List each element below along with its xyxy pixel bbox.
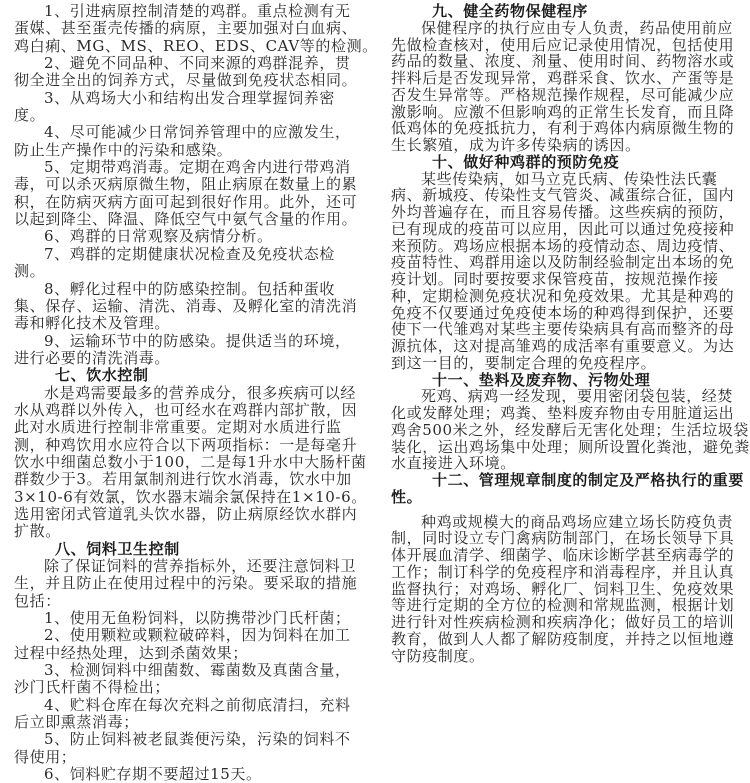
text-line: 外均普遍存在，而且容易传播。这些疾病的预防，: [391, 203, 735, 221]
text-line: 水直接进入环境。: [391, 454, 516, 473]
paragraph: [14, 662, 359, 697]
text-line: 化或发酵处理；鸡粪、垫料废弃物由专用脏道运出: [391, 404, 735, 422]
text-line: 某些传染病，如马立克氏病、传染性法氏囊: [421, 169, 718, 188]
text-line: 装化，运出鸡场集中处理；厕所设置化粪池，避免粪: [391, 437, 750, 456]
text-line: 水是鸡需要最多的营养成分，很多疾病可以经: [44, 383, 357, 402]
text-line: 6、鸡群的日常观察及病情分析。: [44, 227, 273, 246]
heading-line: 十二、管理规章制度的制定及严格执行的重要: [432, 471, 745, 489]
text-line: 体开展血清学、细菌学、临床诊断学甚至病毒学的: [391, 546, 735, 564]
text-line: 过程中经热处理，达到杀菌效果；: [14, 643, 249, 662]
text-line: 免疫不仅要通过免疫使本场的种鸡得到保护，还要: [391, 303, 735, 322]
text-line: 种，定期检测免疫状况和免疫效果。尤其是种鸡的: [391, 286, 735, 305]
text-line: 等进行定期的全方位的检测和常规监测，根据计划: [391, 596, 735, 615]
heading-line: 九、健全药物保健程序: [432, 2, 589, 20]
text-line: 守防疫制度。: [391, 646, 485, 665]
text-line: 水从鸡群以外传入，也可经水在鸡群内部扩散，因: [14, 400, 358, 419]
text-line: 以起到降尘、降温、降低空气中氨气含量的作用。: [14, 210, 358, 229]
paragraph: [14, 333, 359, 368]
text-line: 制，同时设立专门禽病防制部门，在场长领导下具: [391, 529, 735, 548]
text-line: 包括：: [14, 591, 61, 610]
text-line: 度。: [14, 106, 46, 125]
text-line: 低鸡体的免疫抵抗力，有利于鸡体内病原微生物的: [391, 119, 735, 138]
text-line: 扩散。: [14, 522, 61, 541]
paragraph: [14, 558, 359, 610]
paragraph: [391, 171, 741, 372]
text-line: 毒，可以杀灭病原微生物，阻止病原在数量上的累: [14, 175, 358, 194]
paragraph: [14, 90, 359, 125]
text-line: 防止生产操作中的污染和感染。: [14, 140, 233, 159]
paragraph: [14, 2, 378, 55]
text-line: 测。: [14, 262, 46, 281]
text-line: 工作；制订科学的免疫程序和消毒程序，并且认真: [391, 562, 735, 581]
text-line: 激影响。应激不但影响鸡的正常生长发育，而且降: [391, 102, 735, 121]
text-line: 7、鸡群的定期健康状况检查及免疫状态检: [44, 244, 335, 263]
heading-line: 十、做好种鸡群的预防免疫: [432, 152, 620, 171]
text-line: 到这一目的，要制定合理的免疫程序。: [391, 353, 657, 372]
text-line: 疫苗特性、鸡群用途以及防制经验制定出本场的免: [391, 253, 735, 272]
paragraph: [391, 20, 741, 154]
paragraph: [391, 387, 750, 473]
text-line: 使下一代雏鸡对某些主要传染病具有高而整齐的母: [391, 320, 735, 339]
heading-line: 性。: [391, 487, 423, 506]
paragraph: [14, 159, 359, 228]
text-line: 选用密闭式管道乳头饮水器，防止病原经饮水群内: [14, 504, 358, 523]
text-line: 4、贮料仓库在每次充料之前彻底清扫，充料: [44, 695, 351, 714]
text-line: 鸡白痢、MG、MS、REO、EDS、CAV等的检测。: [14, 36, 378, 55]
text-line: 6、饲料贮存期不要超过15天。: [44, 765, 262, 783]
text-line: 沙门氏杆菌不得检出；: [14, 678, 171, 697]
text-line: 8、孵化过程中的防感染控制。包括种蛋收: [44, 279, 335, 298]
text-line: 9、运输环节中的防感染。提供适当的环境，: [44, 331, 351, 350]
section-heading: [14, 541, 359, 558]
paragraph: [391, 514, 741, 665]
text-line: 群数少于3。若用氯制剂进行饮水消毒，饮水中加: [14, 470, 352, 489]
text-line: 后立即熏蒸消毒；: [14, 713, 139, 732]
text-line: 2、避免不同品种、不同来源的鸡群混养，贯: [44, 54, 351, 73]
heading-line: 八、饲料卫生控制: [55, 539, 180, 558]
text-line: 测，种鸡饮用水应符合以下两项指标：一是每毫升: [14, 435, 358, 454]
text-line: 教育，做到人人都了解防疫制度，并持之以恒地遵: [391, 629, 735, 648]
text-line: 1、引进病原控制清楚的鸡群。重点检测有无: [44, 2, 351, 20]
text-line: 病、新城疫、传染性支气管炎、减蛋综合征，国内: [391, 186, 735, 205]
text-line: 种鸡或规模大的商品鸡场应建立场长防疫负责: [421, 512, 734, 531]
text-line: 生，并且防止在使用过程中的污染。要采取的措施: [14, 574, 358, 593]
section-heading: [391, 372, 741, 389]
text-line: 鸡舍500米之外，经发酵后无害化处理；生活垃圾袋: [391, 420, 750, 439]
text-line: 蛋媒、甚至蛋壳传播的病原，主要加强对白血病、: [14, 19, 358, 38]
text-line: 毒和孵化技术及管理。: [14, 314, 171, 333]
text-line: 饮水中细菌总数小于100，二是每1升水中大肠杆菌: [14, 452, 367, 471]
left-column: [14, 2, 378, 783]
text-line: 已有现成的疫苗可以应用，因此可以通过免疫接种: [391, 219, 735, 238]
text-line: 彻全进全出的饲养方式，尽量做到免疫状态相同。: [14, 71, 358, 90]
text-line: 得使用；: [14, 747, 77, 766]
section-heading: [391, 3, 741, 20]
text-line: 来预防。鸡场应根据本场的疫情动态、周边疫情、: [391, 236, 735, 255]
paragraph: [14, 627, 359, 662]
text-line: 1、使用无鱼粉饲料，以防携带沙门氏杆菌；: [44, 609, 351, 628]
text-line: 3、从鸡场大小和结构出发合理掌握饲养密: [44, 88, 335, 107]
section-heading: [14, 367, 359, 384]
right-column: [391, 2, 750, 665]
text-line: 源抗体，这对提高雏鸡的成活率有重要意义。为达: [391, 337, 735, 355]
text-line: 拌料后是否发现异常，鸡群采食、饮水、产蛋等是: [391, 69, 735, 87]
paragraph: [14, 124, 359, 159]
text-line: 3×10-6有效氯，饮水器末端余氯保持在1×10-6。: [14, 487, 367, 506]
paragraph: [14, 697, 359, 732]
text-line: 3、检测饲料中细菌数、霉菌数及真菌含量，: [44, 661, 351, 680]
section-heading: [391, 471, 745, 506]
text-line: 保健程序的执行应由专人负责，药品使用前应: [421, 18, 734, 37]
text-line: 此对水质进行控制非常重要。定期对水质进行监: [14, 418, 342, 437]
text-line: 5、定期带鸡消毒。定期在鸡舍内进行带鸡消: [44, 158, 351, 177]
text-line: 药品的数量、浓度、剂量、使用时间、药物溶水或: [391, 52, 735, 71]
text-line: 4、尽可能减少日常饲养管理中的应激发生，: [44, 123, 351, 142]
paragraph: [14, 383, 367, 541]
paragraph: [14, 281, 359, 333]
paragraph: [14, 766, 359, 783]
text-line: 否发生异常等。严格规范操作规程，尽可能减少应: [391, 85, 735, 104]
text-line: 死鸡、病鸡一经发现，要用密闭袋包装，经焚: [421, 387, 734, 406]
text-line: 监督执行；对鸡场、孵化厂、饲料卫生、免疫效果: [391, 579, 735, 598]
paragraph: [14, 228, 359, 245]
text-line: 先做检查核对，使用后应记录使用情况，包括使用: [391, 35, 735, 54]
text-line: 疫计划。同时要按要求保管疫苗，按规范操作接: [391, 270, 719, 288]
text-line: 生长繁殖，成为许多传染病的诱因。: [391, 136, 641, 154]
text-line: 积，在防病灭病方面可起到很好作用。此外，还可: [14, 192, 358, 211]
heading-line: 十一、垫料及废弃物、污物处理: [432, 370, 651, 389]
text-line: 除了保证饲料的营养指标外，还要注意饲料卫: [44, 557, 357, 575]
section-heading: [391, 154, 741, 171]
text-line: 2、使用颗粒或颗粒破碎料，因为饲料在加工: [44, 626, 351, 645]
text-line: 进行必要的清洗消毒。: [14, 348, 171, 367]
text-line: 进行针对性疾病检测和疾病净化；做好员工的培训: [391, 613, 735, 631]
text-line: 集、保存、运输、清洗、消毒、及孵化室的清洗消: [14, 296, 358, 315]
paragraph: [14, 610, 359, 627]
text-line: 5、防止饲料被老鼠粪便污染，污染的饲料不: [44, 730, 351, 749]
heading-line: 七、饮水控制: [55, 366, 149, 385]
paragraph: [14, 55, 359, 90]
paragraph: [14, 246, 359, 281]
